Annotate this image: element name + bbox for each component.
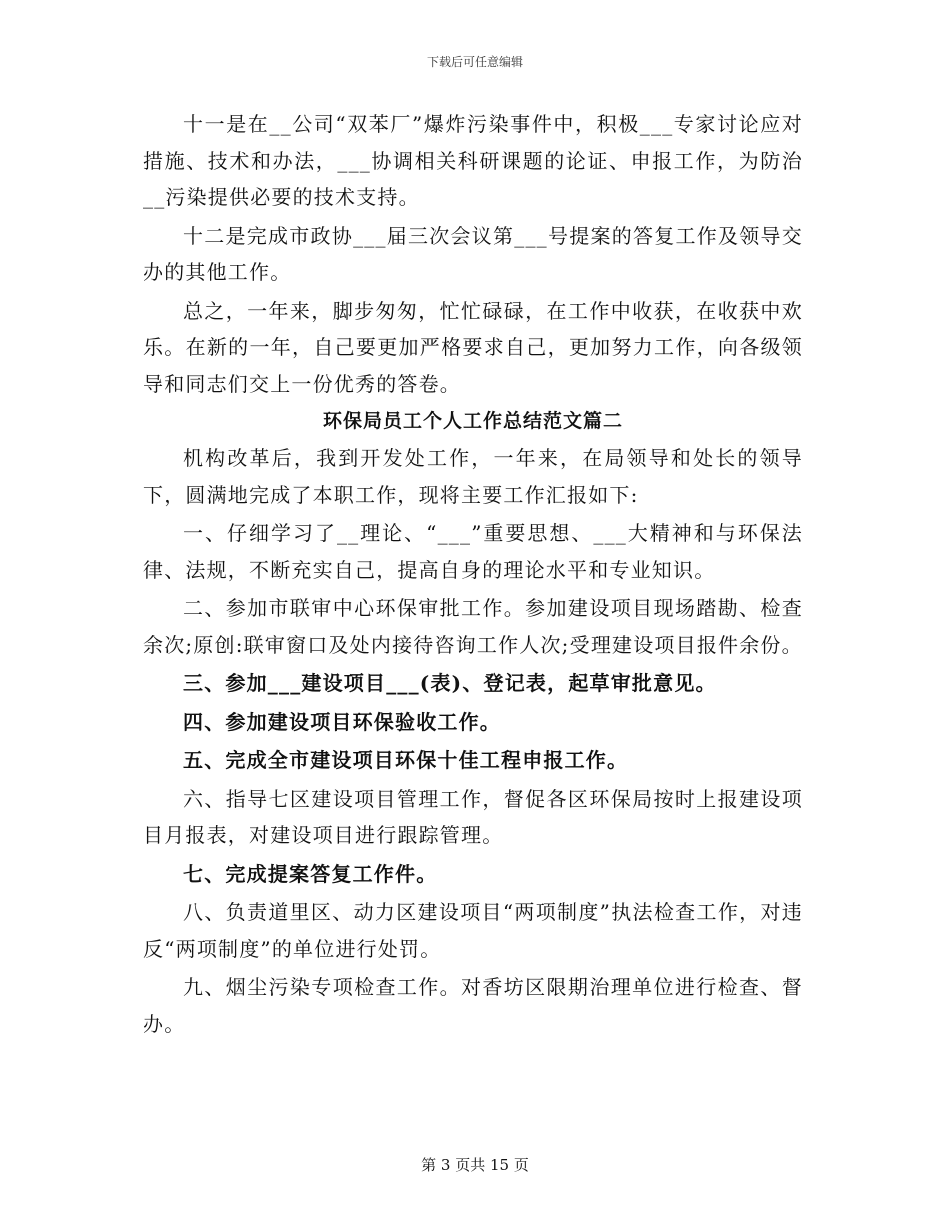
document-body [143, 106, 803, 1044]
paragraph-item-3: 三、参加___建设项目___(表)、登记表，起草审批意见。 [183, 671, 717, 695]
paragraph-item-2: 二、参加市联审中心环保审批工作。参加建设项目现场踏勘、检查余次;原创:联审窗口及处内接待咨询工作人次;受理建设项目报件余份。 [143, 596, 803, 657]
section-title: 环保局员工个人工作总结范文篇二 [322, 410, 623, 432]
paragraph-intro: 机构改革后，我到开发处工作，一年来，在局领导和处长的领导下，圆满地完成了本职工作，现将主要工作汇报如下: [143, 446, 803, 507]
paragraph-item-6: 六、指导七区建设项目管理工作，督促各区环保局按时上报建设项目月报表，对建设项目进行跟踪管理。 [143, 786, 803, 847]
paragraph-11: 十一是在__公司“双苯厂”爆炸污染事件中，积极___专家讨论应对措施、技术和办法，___协调相关科研课题的论证、申报工作，为防治__污染提供必要的技术支持。 [143, 112, 803, 209]
page-header: 下载后可任意编辑 [426, 55, 523, 69]
paragraph-item-4: 四、参加建设项目环保验收工作。 [183, 709, 501, 734]
paragraph-item-5: 五、完成全市建设项目环保十佳工程申报工作。 [183, 748, 629, 772]
paragraph-item-9: 九、烟尘污染专项检查工作。对香坊区限期治理单位进行检查、督办。 [143, 975, 803, 1036]
paragraph-item-8: 八、负责道里区、动力区建设项目“两项制度”执法检查工作，对违反“两项制度”的单位进行处罚。 [143, 900, 803, 961]
paragraph-summary: 总之，一年来，脚步匆匆，忙忙碌碌，在工作中收获，在收获中欢乐。在新的一年，自己要更加严格要求自己，更加努力工作，向各级领导和同志们交上一份优秀的答卷。 [143, 298, 803, 396]
page-footer: 第 3 页共 15 页 [421, 1156, 529, 1174]
paragraph-12: 十二是完成市政协___届三次会议第___号提案的答复工作及领导交办的其他工作。 [143, 223, 803, 284]
paragraph-item-1: 一、仔细学习了__理论、“___”重要思想、___大精神和与环保法律、法规，不断充实自己，提高自身的理论水平和专业知识。 [143, 521, 803, 582]
paragraph-item-7: 七、完成提案答复工作件。 [183, 861, 438, 886]
